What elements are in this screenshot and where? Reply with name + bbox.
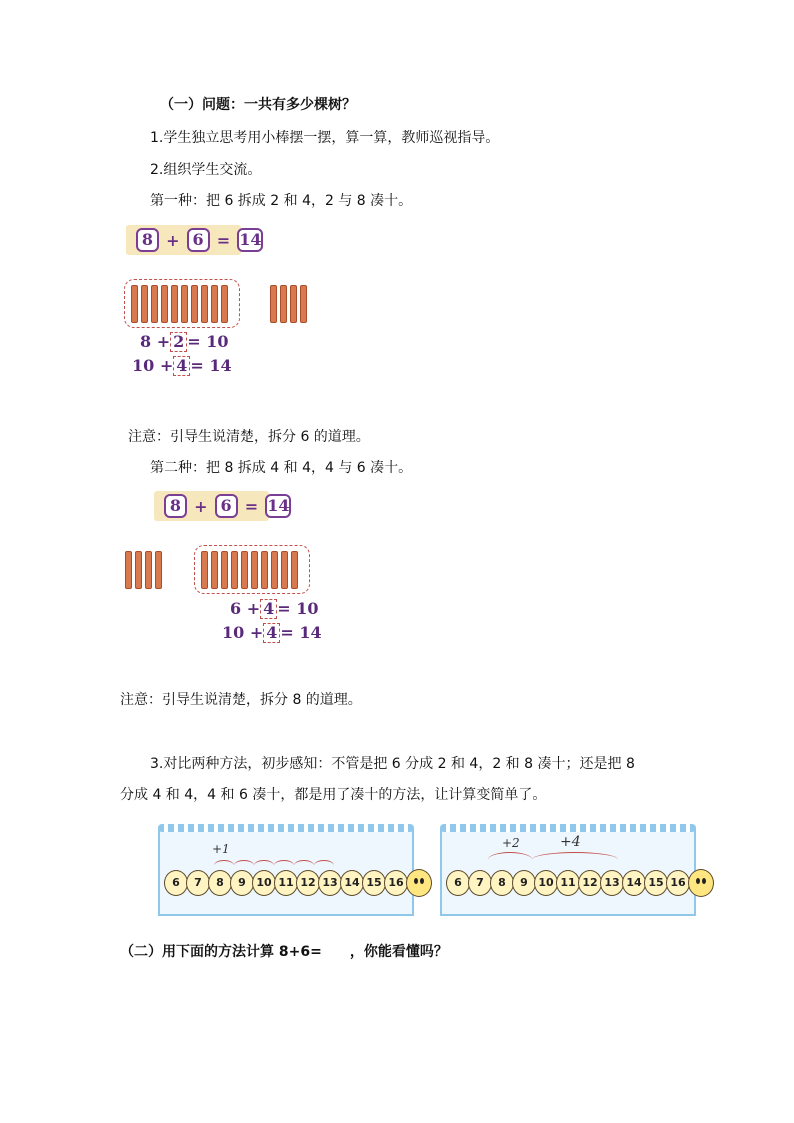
calc-line-2: 10 + 4 = 14 — [222, 623, 322, 642]
equals-sign: = — [244, 496, 259, 516]
section-heading: （一）问题：一共有多少棵树？ — [160, 97, 356, 113]
result-box: 14 — [265, 494, 291, 518]
number-box: 6 — [215, 494, 238, 518]
caterpillar-segment: 8 — [490, 870, 514, 896]
calc-line-1: 6 + 4 = 10 — [230, 599, 319, 618]
equals-sign: = — [216, 230, 231, 250]
paragraph-2: 2.组织学生交流。 — [150, 162, 262, 178]
caterpillar-number-line — [166, 869, 432, 897]
caterpillar-segment: 11 — [274, 870, 298, 896]
caterpillar-segment: 10 — [534, 870, 558, 896]
caterpillar-segment: 12 — [296, 870, 320, 896]
caterpillar-segment: 7 — [468, 870, 492, 896]
number-box: 6 — [187, 228, 210, 252]
caterpillar-segment: 16 — [384, 870, 408, 896]
caterpillar-segment: 15 — [644, 870, 668, 896]
caterpillar-segment: 11 — [556, 870, 580, 896]
caterpillar-head-icon — [406, 869, 432, 897]
caterpillar-segment: 14 — [622, 870, 646, 896]
caterpillar-segment: 14 — [340, 870, 364, 896]
caterpillar-number-line — [448, 869, 714, 897]
step-label: +1 — [212, 842, 230, 856]
caterpillar-segment: 6 — [164, 870, 188, 896]
stick-group-four — [270, 285, 307, 323]
calc-line-2: 10 + 4 = 14 — [132, 356, 232, 375]
caterpillar-segment: 6 — [446, 870, 470, 896]
hop-arrow — [532, 852, 618, 867]
paragraph-3-line-2: 分成 4 和 4，4 和 6 凑十，都是用了凑十的方法，让计算变简单了。 — [120, 787, 547, 803]
number-box: 8 — [164, 494, 187, 518]
caterpillar-segment: 9 — [230, 870, 254, 896]
equation-card-2 — [154, 491, 290, 521]
stick-group-four — [125, 551, 162, 589]
caterpillar-segment: 12 — [578, 870, 602, 896]
caterpillar-segment: 16 — [666, 870, 690, 896]
plus-sign: + — [194, 496, 208, 516]
step-label: +4 — [560, 834, 581, 850]
note-1: 注意：引导生说清楚，拆分 6 的道理。 — [128, 429, 370, 445]
stick-group-ten — [131, 285, 228, 323]
result-box: 14 — [237, 228, 263, 252]
equation-card-1 — [126, 225, 262, 255]
hop-arrow — [488, 852, 532, 867]
paragraph-1: 1.学生独立思考用小棒摆一摆，算一算，教师巡视指导。 — [150, 130, 500, 146]
plus-sign: + — [166, 230, 180, 250]
caterpillar-segment: 13 — [600, 870, 624, 896]
calc-line-1: 8 + 2 = 10 — [140, 332, 229, 351]
caterpillar-head-icon — [688, 869, 714, 897]
caterpillar-segment: 15 — [362, 870, 386, 896]
number-box: 8 — [136, 228, 159, 252]
paragraph-3-line-1: 3.对比两种方法，初步感知：不管是把 6 分成 2 和 4，2 和 8 凑十；还是把 8 — [150, 756, 635, 772]
step-label: +2 — [502, 836, 520, 850]
caterpillar-segment: 9 — [512, 870, 536, 896]
section-heading: （二）用下面的方法计算 8+6= ，你能看懂吗？ — [120, 944, 448, 960]
caterpillar-segment: 13 — [318, 870, 342, 896]
caterpillar-segment: 10 — [252, 870, 276, 896]
method-1-text: 第一种：把 6 拆成 2 和 4，2 与 8 凑十。 — [150, 193, 413, 209]
note-2: 注意：引导生说清楚，拆分 8 的道理。 — [120, 692, 362, 708]
caterpillar-segment: 7 — [186, 870, 210, 896]
stick-group-ten — [201, 551, 298, 589]
method-2-text: 第二种：把 8 拆成 4 和 4，4 与 6 凑十。 — [150, 460, 413, 476]
caterpillar-segment: 8 — [208, 870, 232, 896]
